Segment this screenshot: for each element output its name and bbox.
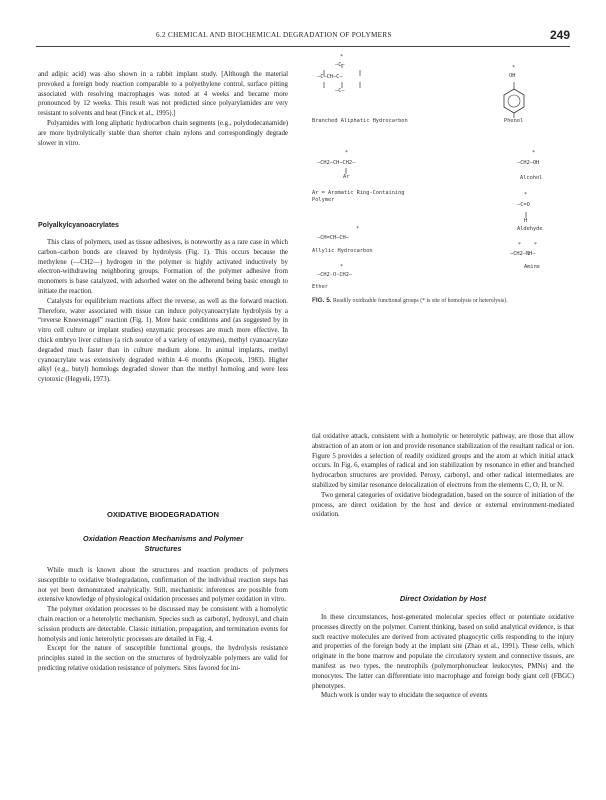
homolysis-site-marker: * [518,242,522,248]
figure-caption [312,297,574,305]
homolysis-site-marker: * [356,226,360,232]
paragraph: Two general categories of oxidative biodegradation, based on the source of initiation of the process, are direct oxidation by the host and device or external environment-mediated oxidation. [312,491,574,519]
formula-branched-bottom: —C— [335,88,345,94]
benzene-ring [504,89,524,113]
left-column-top [38,70,288,148]
homolysis-site-marker: * [345,150,349,156]
label-ether: Ether [312,284,328,290]
paragraph: This class of polymers, used as tissue adhesives, is noteworthy as a rare case in which carbon–carbon bonds are cleaved by hydrolysis (Fig. 1). This occurs because the methylene (—CH2—) hydrogen in the polymer is highly activated inductively by electron-withdrawing neighboring groups. Formation of the polymer adhesive from monomers is base catalyzed, with adsorbed water on the adherend being basic enough to initiate the reaction. [38,239,288,295]
label-aromatic-definition: Ar = Aromatic Ring-Containing Polymer [312,190,405,203]
paragraph: In these circumstances, host-generated molecular species effect or potentiate oxidative processes directly on the polymer. Current thinking, based on solid analytical evidence, is that such reactive molecules are derived from activated phagocytic cells responding to the injury and properties of the foreign body at the implant site (Zhao et al., 1991). These cells, which originate in the bone marrow and populate the circulatory system and connective tissues, are manifest as two types, the neutrophils (polymorphonuclear leukocytes, PMNs) and the monocytes. The latter can differentiate into macrophage and foreign body giant cell (FBGC) phenotypes. [312,614,574,690]
formula-phenol-oh: OH [509,73,516,79]
formula-amine: —CH2—NH— [510,251,536,257]
section-heading-oxidative-biodegradation: OXIDATIVE BIODEGRADATION [107,510,219,519]
homolysis-site-marker: * [524,192,528,198]
right-column-top [312,432,574,520]
homolysis-site-marker: * [340,54,344,60]
figure-label: FIG. 5. [312,297,332,304]
paragraph: The polymer oxidation processes to be discussed may be consistent with a homolytic chain reaction or a heterolytic mechanism. Species such as carbonyl, hydroxyl, and chain scission products are detectable. Classic initiation, propagation, and termination events for homolysis and ionic heterolytic processes are detailed in Fig. 4. [38,606,288,643]
formula-allylic: —CH=CH—CH— [317,235,349,241]
paragraph: Polyamides with long aliphatic hydrocarbon chain segments (e.g., polydodecanamide) are more hydrolytically stable than shorter chain nylons and correspondingly degrade slower in vitro. [38,119,288,147]
aromatic-circle [508,95,520,107]
label-phenol: Phenol [504,118,524,124]
left-column-heading-oxbio [38,510,288,520]
left-column-section-polyalkyl [38,221,288,231]
homolysis-site-marker: * [532,150,536,156]
formula-aldehyde: —C=O [517,202,530,208]
section-heading-polyalkylcyanoacrylates: Polyalkylcyanoacrylates [38,222,119,229]
formula-branched-main: —C—CH—C— [317,74,343,80]
figure-5 [312,54,574,270]
running-header [36,28,570,47]
paragraph: tial oxidative attack, consistent with a homolytic or heterolytic pathway, are those that allow abstraction of an atom or ion and provide resonance stabilization of the resultant radical or ion. Figure 5 provides a selection of readily oxidized groups and the atom at which initial attack occurs. In Fig. 6, examples of radical and ion stabilization by resonance in ether and branched hydrocarbon structures are provided. Peroxy, carbonyl, and other radical intermediates are stabilized by similar resonance delocalization of electrons from the elements C, O, H, or N. [312,433,574,489]
label-branched-hydrocarbon: Branched Aliphatic Hydrocarbon [312,118,408,124]
label-allylic-hydrocarbon: Allylic Hydrocarbon [312,248,373,254]
label-alcohol: Alcohol [520,175,543,181]
paragraph: and adipic acid) was also shown in a rabbit implant study. [Although the material provoked a foreign body reaction comparable to a polyethylene control, surface pitting associated with resolving macrophages was noted at 4 weeks and became more pronounced by 12 weeks. This result was not predicted since polyarylamides are very resistant to solvents and heat (Finck et al., 1995).] [38,71,288,118]
formula-aldehyde-h: H [524,218,528,224]
formula-alcohol: —CH2—OH [517,160,540,166]
paragraph: Much work is under way to elucidate the sequence of events [321,692,488,700]
subsection-heading-mechanisms: Oxidation Reaction Mechanisms and Polymer Structures [82,534,244,553]
page-number: 249 [549,28,570,42]
label-aldehyde: Aldehyde [517,226,543,232]
formula-ether: —CH2-O-CH2— [317,272,353,278]
right-column-heading [312,594,574,604]
homolysis-site-marker: * [512,65,516,71]
formula-branched-top: —C— [335,62,345,68]
label-amine: Amine [524,264,540,270]
left-column-bottom [38,566,288,674]
running-title: 6.2 CHEMICAL AND BIOCHEMICAL DEGRADATION OF POLYMERS [156,31,392,39]
homolysis-site-marker: * [534,242,538,248]
paragraph: Except for the nature of susceptible functional groups, the hydrolysis resistance principles stated in the section on the structures of hydrolyzable polymers are valid for predicting relative oxidation resistance of polymers. Sites favored for ini- [38,645,288,672]
left-column-body [38,238,288,385]
right-column-bottom [312,613,574,701]
homolysis-site-marker: * [340,264,344,270]
left-column-heading-mech [38,534,288,554]
formula-ar-chain: —CH2—CH—CH2— [317,160,356,166]
formula-ar: Ar [343,174,350,180]
paragraph: Catalysts for equilibrium reactions affect the reverse, as well as the forward reaction. Therefore, water associated with tissue can induce polycyanoacrylate hydrolysis by a “reverse Knoevenagel” reaction (Fig. 1). More basic conditions and (as suggested by in vitro cell culture or implant studies) enzymatic processes are much more effective. In chick embryo liver culture (a rich source of a variety of enzymes), methyl cyanoacrylate degraded much faster than in culture medium alone. In animal implants, methyl cyanoacrylate was extensively degraded within 4–6 months (Kopecek, 1983). Higher alkyl (e.g., butyl) homologs degraded slower than the methyl homolog and were less cytotoxic (Hegyeli, 1973). [38,297,288,384]
figure-caption-text: Readily oxidizable functional groups (* is site of homolysis or heterolysis). [332,298,508,304]
paragraph: While much is known about the structures and reaction products of polymers susceptible to oxidative biodegradation, confirmation of the individual reaction steps has not yet been demonstrated analytically. Still, mechanistic inferences are possible from extensive knowledge of physiological oxidation processes and polymer oxidation in vitro. [38,567,288,604]
subsection-heading-direct-oxidation: Direct Oxidation by Host [399,594,487,603]
